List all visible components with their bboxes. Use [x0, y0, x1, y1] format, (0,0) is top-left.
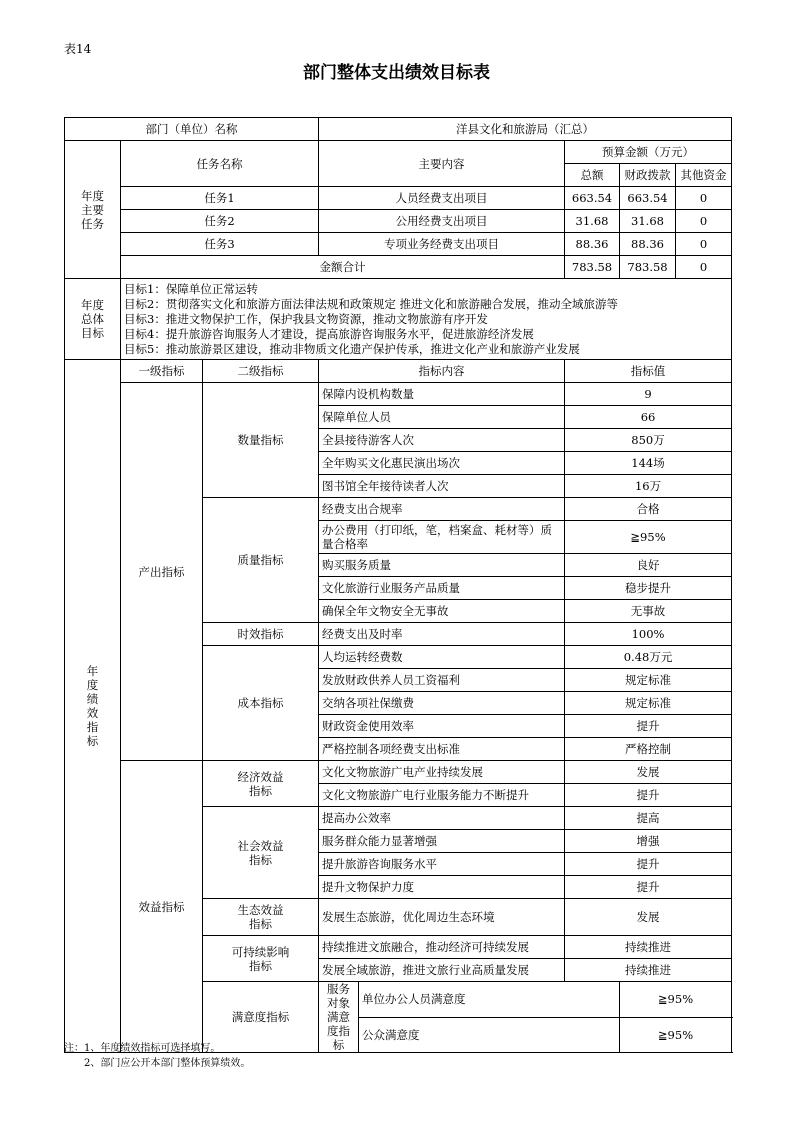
- indicator-content: 严格控制各项经费支出标准: [319, 738, 565, 761]
- task-total: 31.68: [565, 210, 620, 233]
- indicator-value: 提升: [565, 715, 732, 738]
- goals-list: [121, 279, 732, 360]
- level2-quantity: 数量指标: [203, 383, 319, 498]
- goal-item: 目标2：贯彻落实文化和旅游方面法律法规和政策规定 推进文化和旅游融合发展，推动全域旅游等: [124, 296, 618, 311]
- col-indicator-value: 指标值: [565, 360, 732, 383]
- level2-timeliness: 时效指标: [203, 623, 319, 646]
- indicator-value: 提升: [565, 876, 732, 899]
- indicator-value: 规定标准: [565, 669, 732, 692]
- indicator-value: 66: [565, 406, 732, 429]
- col-level1: 一级指标: [121, 360, 203, 383]
- indicator-value: 提升: [565, 853, 732, 876]
- indicator-value: ≧95%: [565, 521, 732, 554]
- level2-quality: 质量指标: [203, 498, 319, 623]
- task-row: [65, 210, 732, 233]
- dept-value: 洋县文化和旅游局（汇总）: [319, 118, 732, 141]
- table-number: 表14: [64, 42, 92, 56]
- indicator-row: [65, 761, 732, 784]
- indicator-value: 严格控制: [565, 738, 732, 761]
- indicator-content: 单位办公人员满意度: [359, 982, 620, 1018]
- level2-sustainable: 可持续影响 指标: [203, 936, 319, 982]
- indicator-content: 文化文物旅游广电行业服务能力不断提升: [319, 784, 565, 807]
- indicator-value: 无事故: [565, 600, 732, 623]
- indicator-content: 购买服务质量: [319, 554, 565, 577]
- task-content: 人员经费支出项目: [319, 187, 565, 210]
- goal-item: 目标4：提升旅游咨询服务人才建设，提高旅游咨询服务水平，促进旅游经济发展: [124, 326, 534, 341]
- indicator-value: 提升: [565, 784, 732, 807]
- task-total: 88.36: [565, 233, 620, 256]
- indicator-row: [65, 383, 732, 406]
- indicator-value: 9: [565, 383, 732, 406]
- task-fiscal: 31.68: [620, 210, 676, 233]
- sum-total: 783.58: [565, 256, 620, 279]
- indicator-content: 提升旅游咨询服务水平: [319, 853, 565, 876]
- level1-benefit: 效益指标: [121, 761, 203, 1053]
- indicator-content: 保障内设机构数量: [319, 383, 565, 406]
- indicator-value: 发展: [565, 761, 732, 784]
- footnote-2: 2、部门应公开本部门整体预算绩效。: [84, 1058, 251, 1069]
- indicator-content: 提高办公效率: [319, 807, 565, 830]
- indicator-content: 发展生态旅游，优化周边生态环境: [319, 899, 565, 936]
- indicator-content: 全县接待游客人次: [319, 429, 565, 452]
- indicator-content: 办公费用（打印纸，笔，档案盒、耗材等）质量合格率: [319, 521, 565, 554]
- footnotes: [64, 1041, 250, 1071]
- indicator-content: 确保全年文物安全无事故: [319, 600, 565, 623]
- col-budget-amount: 预算金额（万元）: [565, 141, 732, 164]
- level2-economic: 经济效益 指标: [203, 761, 319, 807]
- footnote-1: 注：1、年度绩效指标可选择填写。: [64, 1043, 221, 1054]
- col-indicator-content: 指标内容: [319, 360, 565, 383]
- col-level2: 二级指标: [203, 360, 319, 383]
- indicator-content: 公众满意度: [359, 1017, 620, 1053]
- indicator-value: 规定标准: [565, 692, 732, 715]
- indicator-content: 人均运转经费数: [319, 646, 565, 669]
- indicator-value: 16万: [565, 475, 732, 498]
- perf-section-label: 年 度 绩 效 指 标: [65, 360, 121, 1053]
- sum-label: 金额合计: [121, 256, 565, 279]
- indicator-content: 经费支出合规率: [319, 498, 565, 521]
- goal-item: 目标5：推动旅游景区建设，推动非物质文化遗产保护传承，推进文化产业和旅游产业发展: [124, 341, 580, 356]
- indicator-content: 发放财政供养人员工资福利: [319, 669, 565, 692]
- task-row: [65, 187, 732, 210]
- indicator-content: 财政资金使用效率: [319, 715, 565, 738]
- indicator-value: 稳步提升: [565, 577, 732, 600]
- level2-cost: 成本指标: [203, 646, 319, 761]
- task-total: 663.54: [565, 187, 620, 210]
- level2-social: 社会效益 指标: [203, 807, 319, 899]
- col-task-name: 任务名称: [121, 141, 319, 187]
- goal-item: 目标1：保障单位正常运转: [124, 281, 258, 296]
- task-name: 任务3: [121, 233, 319, 256]
- indicator-value: 持续推进: [565, 959, 732, 982]
- indicator-value: 良好: [565, 554, 732, 577]
- col-main-content: 主要内容: [319, 141, 565, 187]
- indicator-value: ≧95%: [620, 982, 732, 1018]
- performance-table: [64, 117, 732, 1053]
- indicator-content: 文化旅游行业服务产品质量: [319, 577, 565, 600]
- indicator-value: 0.48万元: [565, 646, 732, 669]
- indicator-value: ≧95%: [620, 1017, 732, 1053]
- indicator-content: 发展全域旅游，推进文旅行业高质量发展: [319, 959, 565, 982]
- goals-section-label: 年度 总体 目标: [65, 279, 121, 360]
- indicator-value: 提高: [565, 807, 732, 830]
- task-content: 公用经费支出项目: [319, 210, 565, 233]
- task-row: [65, 233, 732, 256]
- level2-ecological: 生态效益 指标: [203, 899, 319, 936]
- indicator-content: 持续推进文旅融合，推动经济可持续发展: [319, 936, 565, 959]
- indicator-value: 增强: [565, 830, 732, 853]
- goal-item: 目标3：推进文物保护工作，保护我县文物资源，推动文物旅游有序开发: [124, 311, 488, 326]
- col-other: 其他资金: [676, 164, 732, 187]
- level2-service-satisfaction: 服务对象 满意度指标: [319, 982, 359, 1053]
- indicator-value: 144场: [565, 452, 732, 475]
- level1-output: 产出指标: [121, 383, 203, 761]
- indicator-value: 持续推进: [565, 936, 732, 959]
- task-name: 任务1: [121, 187, 319, 210]
- indicator-content: 交纳各项社保缴费: [319, 692, 565, 715]
- page-title: 部门整体支出绩效目标表: [303, 63, 490, 83]
- indicator-content: 提升文物保护力度: [319, 876, 565, 899]
- indicator-content: 文化文物旅游广电产业持续发展: [319, 761, 565, 784]
- indicator-content: 服务群众能力显著增强: [319, 830, 565, 853]
- task-fiscal: 88.36: [620, 233, 676, 256]
- indicator-content: 经费支出及时率: [319, 623, 565, 646]
- col-total: 总额: [565, 164, 620, 187]
- sum-fiscal: 783.58: [620, 256, 676, 279]
- indicator-value: 850万: [565, 429, 732, 452]
- indicator-value: 合格: [565, 498, 732, 521]
- indicator-value: 发展: [565, 899, 732, 936]
- task-fiscal: 663.54: [620, 187, 676, 210]
- indicator-content: 图书馆全年接待读者人次: [319, 475, 565, 498]
- level1-satisfaction: 满意度指标: [203, 982, 319, 1053]
- sum-other: 0: [676, 256, 732, 279]
- task-content: 专项业务经费支出项目: [319, 233, 565, 256]
- task-section-label: 年度 主要 任务: [65, 141, 121, 279]
- task-other: 0: [676, 187, 732, 210]
- task-other: 0: [676, 233, 732, 256]
- col-fiscal: 财政拨款: [620, 164, 676, 187]
- indicator-content: 保障单位人员: [319, 406, 565, 429]
- task-name: 任务2: [121, 210, 319, 233]
- indicator-value: 100%: [565, 623, 732, 646]
- indicator-content: 全年购买文化惠民演出场次: [319, 452, 565, 475]
- dept-label: 部门（单位）名称: [65, 118, 319, 141]
- task-other: 0: [676, 210, 732, 233]
